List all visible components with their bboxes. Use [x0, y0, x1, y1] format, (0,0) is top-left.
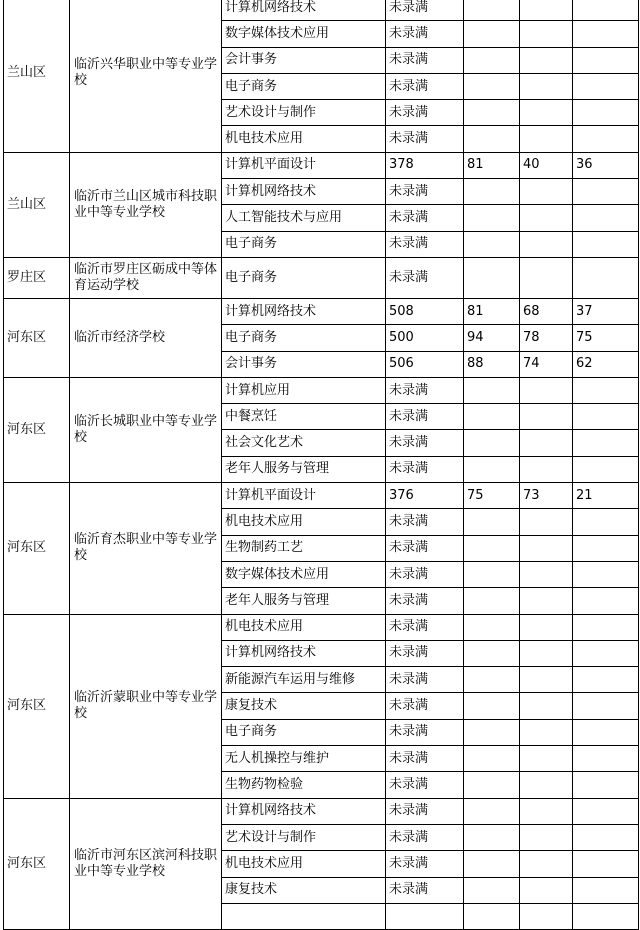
value-cell-3	[573, 693, 639, 719]
school-cell: 临沂市罗庄区砺成中等体育运动学校	[70, 257, 222, 298]
value-cell-3	[573, 851, 639, 877]
value-cell-1: 81	[464, 152, 520, 178]
major-cell: 老年人服务与管理	[222, 588, 386, 614]
value-cell-2	[520, 73, 573, 99]
score-cell: 未录满	[386, 231, 464, 257]
major-cell: 老年人服务与管理	[222, 456, 386, 482]
value-cell-3	[573, 0, 639, 21]
value-cell-3	[573, 824, 639, 850]
district-cell: 兰山区	[4, 152, 70, 257]
table-row	[4, 798, 639, 824]
value-cell-2	[520, 588, 573, 614]
value-cell-2: 78	[520, 325, 573, 351]
table-row	[4, 0, 639, 21]
table-row	[4, 257, 639, 298]
value-cell-1	[464, 719, 520, 745]
major-cell: 机电技术应用	[222, 614, 386, 640]
major-cell: 计算机平面设计	[222, 152, 386, 178]
score-cell: 未录满	[386, 561, 464, 587]
value-cell-1	[464, 179, 520, 205]
value-cell-1	[464, 588, 520, 614]
value-cell-1	[464, 903, 520, 929]
value-cell-2	[520, 877, 573, 903]
major-cell: 数字媒体技术应用	[222, 561, 386, 587]
score-cell: 未录满	[386, 179, 464, 205]
score-cell: 未录满	[386, 73, 464, 99]
major-cell: 计算机网络技术	[222, 0, 386, 21]
value-cell-2	[520, 231, 573, 257]
value-cell-1	[464, 667, 520, 693]
major-cell: 电子商务	[222, 257, 386, 298]
major-cell: 计算机网络技术	[222, 798, 386, 824]
score-cell: 未录满	[386, 100, 464, 126]
score-cell	[386, 903, 464, 929]
value-cell-2: 74	[520, 351, 573, 377]
admission-table-body	[4, 0, 639, 930]
value-cell-1	[464, 746, 520, 772]
value-cell-1	[464, 404, 520, 430]
value-cell-3	[573, 772, 639, 798]
major-cell: 生物药物检验	[222, 772, 386, 798]
major-cell: 机电技术应用	[222, 509, 386, 535]
value-cell-2	[520, 798, 573, 824]
value-cell-3	[573, 640, 639, 666]
major-cell: 机电技术应用	[222, 126, 386, 152]
value-cell-2	[520, 824, 573, 850]
score-cell: 未录满	[386, 614, 464, 640]
major-cell: 会计事务	[222, 47, 386, 73]
value-cell-2	[520, 126, 573, 152]
score-cell: 未录满	[386, 257, 464, 298]
admission-table	[3, 0, 639, 930]
value-cell-3	[573, 588, 639, 614]
value-cell-1: 94	[464, 325, 520, 351]
value-cell-3: 21	[573, 483, 639, 509]
value-cell-3: 75	[573, 325, 639, 351]
major-cell: 计算机应用	[222, 377, 386, 403]
score-cell: 376	[386, 483, 464, 509]
value-cell-1	[464, 614, 520, 640]
value-cell-2	[520, 561, 573, 587]
value-cell-1: 75	[464, 483, 520, 509]
value-cell-3	[573, 614, 639, 640]
major-cell: 数字媒体技术应用	[222, 21, 386, 47]
value-cell-2	[520, 535, 573, 561]
value-cell-2	[520, 0, 573, 21]
school-cell: 临沂育杰职业中等专业学校	[70, 483, 222, 614]
value-cell-3	[573, 126, 639, 152]
score-cell: 未录满	[386, 667, 464, 693]
value-cell-3	[573, 179, 639, 205]
value-cell-3	[573, 47, 639, 73]
score-cell: 未录满	[386, 588, 464, 614]
district-cell: 河东区	[4, 798, 70, 929]
score-cell: 未录满	[386, 824, 464, 850]
value-cell-3	[573, 205, 639, 231]
value-cell-2	[520, 257, 573, 298]
value-cell-1	[464, 509, 520, 535]
score-cell: 378	[386, 152, 464, 178]
value-cell-2	[520, 179, 573, 205]
table-row	[4, 377, 639, 403]
score-cell: 未录满	[386, 509, 464, 535]
major-cell: 新能源汽车运用与维修	[222, 667, 386, 693]
value-cell-1	[464, 851, 520, 877]
score-cell: 506	[386, 351, 464, 377]
value-cell-1: 81	[464, 298, 520, 324]
score-cell: 未录满	[386, 0, 464, 21]
major-cell: 计算机平面设计	[222, 483, 386, 509]
value-cell-3	[573, 798, 639, 824]
school-cell: 临沂市经济学校	[70, 298, 222, 377]
score-cell: 未录满	[386, 640, 464, 666]
score-cell: 未录满	[386, 126, 464, 152]
value-cell-1	[464, 430, 520, 456]
score-cell: 未录满	[386, 772, 464, 798]
school-cell: 临沂沂蒙职业中等专业学校	[70, 614, 222, 798]
table-row	[4, 152, 639, 178]
score-cell: 未录满	[386, 719, 464, 745]
value-cell-1	[464, 205, 520, 231]
score-cell: 未录满	[386, 693, 464, 719]
score-cell: 未录满	[386, 47, 464, 73]
major-cell: 计算机网络技术	[222, 179, 386, 205]
value-cell-3	[573, 903, 639, 929]
value-cell-2: 40	[520, 152, 573, 178]
value-cell-3	[573, 257, 639, 298]
value-cell-2	[520, 509, 573, 535]
value-cell-1	[464, 73, 520, 99]
value-cell-3	[573, 377, 639, 403]
value-cell-2	[520, 47, 573, 73]
district-cell: 罗庄区	[4, 257, 70, 298]
score-cell: 未录满	[386, 205, 464, 231]
score-cell: 未录满	[386, 798, 464, 824]
value-cell-1	[464, 47, 520, 73]
value-cell-1	[464, 257, 520, 298]
value-cell-3	[573, 561, 639, 587]
value-cell-1	[464, 100, 520, 126]
value-cell-3	[573, 877, 639, 903]
score-cell: 未录满	[386, 430, 464, 456]
table-row	[4, 298, 639, 324]
district-cell: 河东区	[4, 298, 70, 377]
major-cell: 中餐烹饪	[222, 404, 386, 430]
value-cell-3	[573, 404, 639, 430]
value-cell-1	[464, 21, 520, 47]
value-cell-2	[520, 377, 573, 403]
value-cell-3	[573, 231, 639, 257]
score-cell: 508	[386, 298, 464, 324]
value-cell-1	[464, 535, 520, 561]
value-cell-2	[520, 456, 573, 482]
value-cell-1	[464, 126, 520, 152]
value-cell-3: 37	[573, 298, 639, 324]
value-cell-2	[520, 746, 573, 772]
value-cell-2	[520, 719, 573, 745]
value-cell-1	[464, 231, 520, 257]
major-cell: 机电技术应用	[222, 851, 386, 877]
value-cell-3	[573, 456, 639, 482]
major-cell: 艺术设计与制作	[222, 100, 386, 126]
score-cell: 未录满	[386, 404, 464, 430]
major-cell: 计算机网络技术	[222, 298, 386, 324]
value-cell-3	[573, 746, 639, 772]
score-cell: 500	[386, 325, 464, 351]
major-cell: 会计事务	[222, 351, 386, 377]
major-cell: 社会文化艺术	[222, 430, 386, 456]
district-cell: 兰山区	[4, 0, 70, 152]
value-cell-3	[573, 509, 639, 535]
major-cell: 生物制药工艺	[222, 535, 386, 561]
major-cell: 人工智能技术与应用	[222, 205, 386, 231]
district-cell: 河东区	[4, 614, 70, 798]
value-cell-3	[573, 667, 639, 693]
major-cell: 电子商务	[222, 719, 386, 745]
table-row	[4, 614, 639, 640]
value-cell-2	[520, 21, 573, 47]
major-cell: 康复技术	[222, 877, 386, 903]
district-cell: 河东区	[4, 377, 70, 482]
major-cell: 计算机网络技术	[222, 640, 386, 666]
value-cell-1	[464, 824, 520, 850]
major-cell: 艺术设计与制作	[222, 824, 386, 850]
value-cell-3	[573, 430, 639, 456]
value-cell-3: 36	[573, 152, 639, 178]
value-cell-1	[464, 561, 520, 587]
value-cell-1	[464, 693, 520, 719]
value-cell-1	[464, 877, 520, 903]
value-cell-2	[520, 903, 573, 929]
value-cell-1: 88	[464, 351, 520, 377]
value-cell-2	[520, 693, 573, 719]
major-cell: 康复技术	[222, 693, 386, 719]
score-cell: 未录满	[386, 746, 464, 772]
value-cell-3	[573, 73, 639, 99]
value-cell-3: 62	[573, 351, 639, 377]
value-cell-3	[573, 719, 639, 745]
value-cell-3	[573, 100, 639, 126]
value-cell-2: 73	[520, 483, 573, 509]
school-cell: 临沂长城职业中等专业学校	[70, 377, 222, 482]
value-cell-1	[464, 798, 520, 824]
value-cell-2	[520, 404, 573, 430]
value-cell-1	[464, 377, 520, 403]
major-cell: 电子商务	[222, 231, 386, 257]
score-cell: 未录满	[386, 851, 464, 877]
value-cell-3	[573, 21, 639, 47]
value-cell-2: 68	[520, 298, 573, 324]
major-cell: 电子商务	[222, 325, 386, 351]
value-cell-1	[464, 456, 520, 482]
major-cell	[222, 903, 386, 929]
value-cell-1	[464, 640, 520, 666]
school-cell: 临沂市兰山区城市科技职业中等专业学校	[70, 152, 222, 257]
value-cell-2	[520, 100, 573, 126]
score-cell: 未录满	[386, 535, 464, 561]
value-cell-2	[520, 640, 573, 666]
major-cell: 电子商务	[222, 73, 386, 99]
score-cell: 未录满	[386, 456, 464, 482]
value-cell-3	[573, 535, 639, 561]
school-cell: 临沂兴华职业中等专业学校	[70, 0, 222, 152]
value-cell-2	[520, 851, 573, 877]
school-cell: 临沂市河东区滨河科技职业中等专业学校	[70, 798, 222, 929]
value-cell-2	[520, 667, 573, 693]
value-cell-1	[464, 0, 520, 21]
value-cell-2	[520, 205, 573, 231]
value-cell-2	[520, 614, 573, 640]
value-cell-1	[464, 772, 520, 798]
score-cell: 未录满	[386, 21, 464, 47]
value-cell-2	[520, 772, 573, 798]
major-cell: 无人机操控与维护	[222, 746, 386, 772]
value-cell-2	[520, 430, 573, 456]
score-cell: 未录满	[386, 377, 464, 403]
table-row	[4, 483, 639, 509]
district-cell: 河东区	[4, 483, 70, 614]
score-cell: 未录满	[386, 877, 464, 903]
